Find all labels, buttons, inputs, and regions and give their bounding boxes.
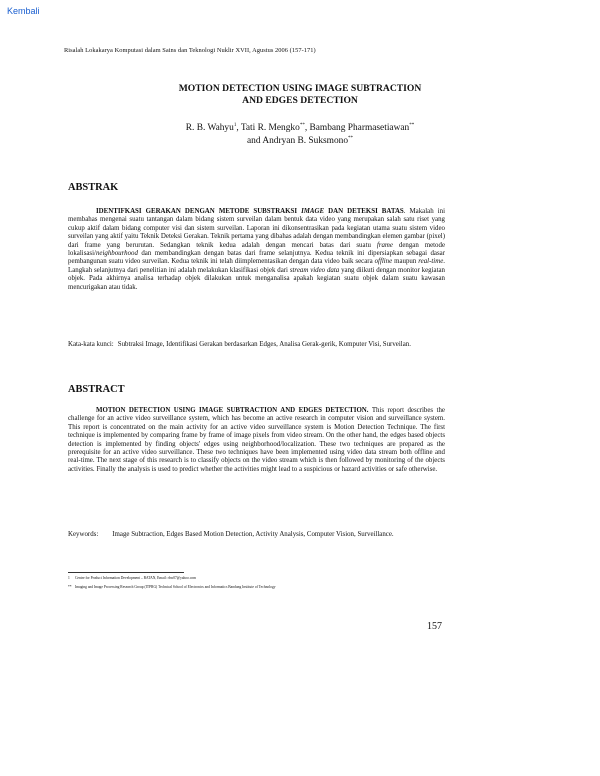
author-name: , Tati R. Mengko: [236, 123, 300, 133]
author-list: [0, 122, 600, 148]
abstrak-keywords-label: Kata-kata kunci:: [68, 341, 114, 348]
abstract-keywords-label: Keywords:: [68, 531, 99, 538]
author-affiliation-mark: 1: [233, 123, 237, 128]
author-affiliation-mark: **: [348, 136, 354, 141]
abstract-lead-title: MOTION DETECTION USING IMAGE SUBTRACTION AND EDGES DETECTION.: [96, 407, 369, 414]
paper-title: [0, 83, 600, 107]
title-line-2: AND EDGES DETECTION: [242, 95, 358, 106]
author-name: and Andryan B. Suksmono: [246, 136, 349, 146]
author-affiliation-mark: **: [409, 123, 415, 128]
abstrak-heading: ABSTRAK: [68, 182, 119, 193]
author-line-1: [0, 122, 600, 135]
author-line-2: [0, 135, 600, 148]
footnote-divider: [68, 572, 184, 573]
author-name: , Bambang Pharmasetiawan: [304, 123, 410, 133]
abstrak-paragraph: IDENTIFKASI GERAKAN DENGAN METODE SUBSTRAKSI IMAGE DAN DETEKSI BATAS. Makalah ini membahas mengenai suatu tantangan dalam bidang sistem surveilan dalam bentuk data video yang merupakan salah satu riset yang cukup aktif dalam bidang computer visi dan sistem surveilan. Laporan ini dikonsentrasikan pada kegiatan utama suatu sistem video surveilan yang aktif yaitu Teknik Deteksi Gerakan. Teknik pertama yang dibahas adalah dengan membandingkan elemen gambar (pixel) dari frame yang berurutan. Sedangkan teknik kedua adalah dengan mencari batas dari suatu frame dengan metode lokalisasi/neighbourhood dan membandingkan dengan batas dari frame selanjutnya. Kedua teknik ini dipersiapkan sebagai dasar pembangunan suatu video surveilan. Kedua teknik ini telah diimplementasikan dengan data video baik secara offline maupun real-time. Langkah selanjutnya dari penelitian ini adalah melakukan klasifikasi objek dari stream video data yang diikuti dengan monitor kegiatan objek. Pada akhirnya analisa terhadap objek dilakukan untuk menganalisa apakah kegiatan suatu objek dalam suatu kawasan mencurigakan atau tidak.: [68, 208, 446, 291]
abstrak-keywords: [68, 341, 448, 349]
title-line-1: MOTION DETECTION USING IMAGE SUBTRACTION: [178, 83, 422, 94]
abstract-paragraph: MOTION DETECTION USING IMAGE SUBTRACTION AND EDGES DETECTION. This report describes the challenge for an active video surveillance system, which has become an active research in computer vision and surveillance system. This report is concentrated on the main activity for an active video surveillance system is Motion Detection Technique. The first technique is implemented by comparing frame by frame of image pixels from video stream. On the other hand, the edges based objects detection is implemented by finding objects' edges using neighborhood/localization. These two techniques are prepared as the prerequisite for an active video surveillance. These two techniques have been implemented using video data stream both offline and real-time. The next stage of this research is to classify objects on the video stream which is then followed by monitoring of the objects activities. Finally the analysis is used to predict whether the activities might lead to a suspicious or hazard activities or safe otherwise.: [68, 407, 445, 473]
abstract-keywords-text: Image Subtraction, Edges Based Motion Detection, Activity Analysis, Computer Vision, Surveillance.: [112, 531, 394, 538]
abstract-keywords: [68, 531, 448, 539]
abstrak-keywords-text: Subtraksi Image, Identifikasi Gerakan berdasarkan Edges, Analisa Gerak-gerik, Komputer Visi, Surveilan.: [117, 341, 411, 348]
author-name: R. B. Wahyu: [185, 123, 234, 133]
back-link[interactable]: Kembali: [7, 6, 40, 16]
page-number: 157: [427, 621, 442, 632]
abstrak-lead-title: IDENTIFKASI GERAKAN DENGAN METODE SUBSTRAKSI IMAGE DAN DETEKSI BATAS: [96, 208, 404, 215]
footnote: ** Imaging and Image Processing Research Group (ITPRG) Technical School of Electronics and Informatics Bandung Institute of Technology: [68, 585, 276, 589]
abstract-heading: ABSTRACT: [68, 384, 125, 395]
running-header: Risalah Lokakarya Komputasi dalam Sains dan Teknologi Nuklir XVII, Agustus 2006 (157-171): [64, 47, 316, 54]
author-affiliation-mark: **: [299, 123, 305, 128]
footnote: 1 Centre for Product Information Development – BATAN, Email: rbw07@yahoo.com: [68, 576, 196, 580]
